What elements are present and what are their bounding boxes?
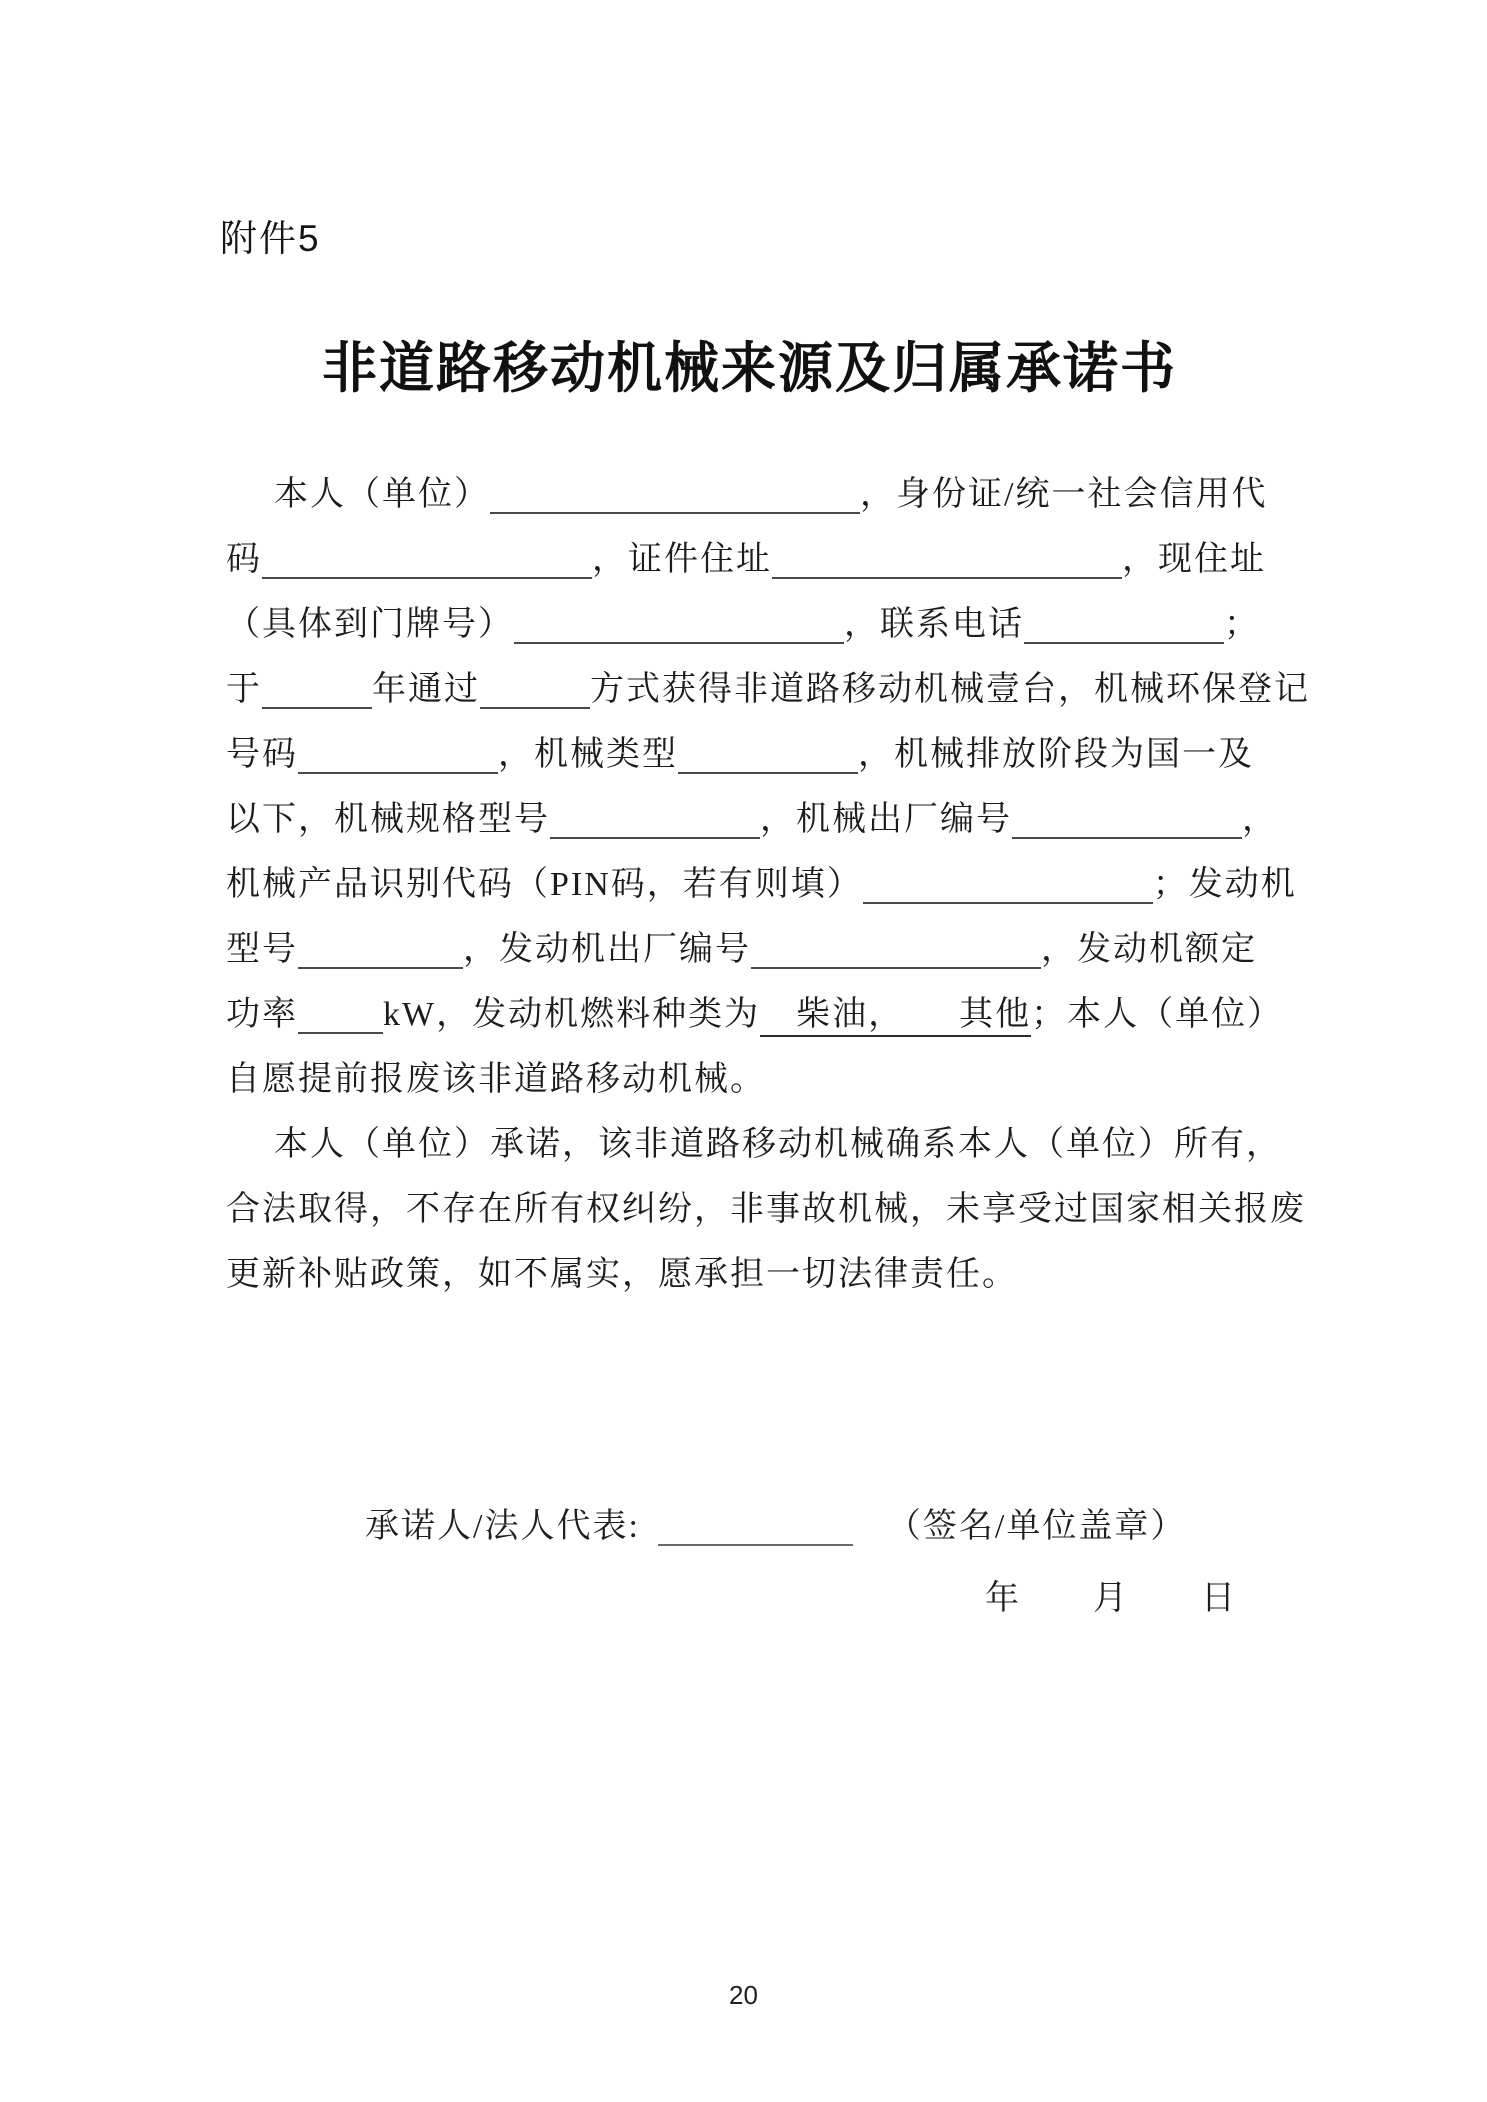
form-line [226, 1242, 1316, 1307]
text-segment: 功率 [226, 996, 298, 1033]
text-segment: ，机械排放阶段为国一及 [858, 736, 1254, 773]
form-line [226, 657, 1316, 722]
text-segment: kW，发动机燃料种类为 [383, 996, 761, 1033]
attachment-label: 附件5 [220, 218, 321, 259]
form-line [226, 852, 1316, 917]
blank-underline [772, 540, 1122, 579]
text-segment: 方式获得非道路移动机械壹台，机械环保登记 [590, 671, 1310, 708]
page-title: 非道路移动机械来源及归属承诺书 [322, 338, 1178, 399]
text-segment: ，联系电话 [844, 606, 1024, 643]
blank-underline [751, 930, 1041, 969]
blank-underline [262, 670, 372, 709]
signature-row [365, 1497, 1186, 1557]
form-line [226, 1047, 1316, 1112]
blank-underline [863, 865, 1153, 904]
form-line [226, 722, 1316, 787]
text-segment: 更新补贴政策，如不属实，愿承担一切法律责任。 [226, 1256, 1018, 1293]
blank-underline [1012, 800, 1242, 839]
blank-underline [480, 670, 590, 709]
text-segment: ；本人（单位） [1031, 996, 1284, 1033]
text-segment: ，身份证/统一社会信用代 [860, 476, 1268, 513]
text-segment: 合法取得，不存在所有权纠纷，非事故机械，未享受过国家相关报废 [226, 1191, 1306, 1228]
text-segment: 于 [226, 671, 262, 708]
text-segment: ，发动机出厂编号 [463, 931, 751, 968]
text-segment: 型号 [226, 931, 298, 968]
blank-underline [298, 735, 498, 774]
blank-underline [490, 475, 860, 514]
text-segment: ，机械类型 [498, 736, 678, 773]
blank-underline [298, 930, 463, 969]
blank-underline [550, 800, 760, 839]
form-line [226, 592, 1316, 657]
text-segment: 自愿提前报废该非道路移动机械。 [226, 1061, 766, 1098]
blank-underline [298, 995, 383, 1034]
text-segment: 年通过 [372, 671, 480, 708]
text-segment: ； [1224, 606, 1260, 643]
form-line [226, 1112, 1316, 1177]
text-segment: （具体到门牌号） [226, 606, 514, 643]
date-line: 年 月 日 [985, 1580, 1237, 1617]
text-segment: ，现住址 [1122, 541, 1266, 578]
text-segment: ，发动机额定 [1041, 931, 1257, 968]
form-line [226, 462, 1316, 527]
text-segment: ；发动机 [1152, 866, 1297, 903]
text-segment: 以下，机械规格型号 [226, 801, 550, 838]
blank-underline [262, 540, 592, 579]
form-line [226, 917, 1316, 982]
text-segment: ， [1242, 801, 1278, 838]
blank-underline [514, 605, 844, 644]
blank-underline [678, 735, 858, 774]
blank-underline [1024, 605, 1224, 644]
text-segment: ，证件住址 [592, 541, 772, 578]
underlined-text: 柴油， 其他 [760, 996, 1031, 1037]
signatory-label: 承诺人/法人代表: [365, 1508, 640, 1545]
page-number: 20 [729, 1980, 758, 2010]
form-line [226, 1177, 1316, 1242]
text-segment: ，机械出厂编号 [760, 801, 1012, 838]
seal-note: （签名/单位盖章） [886, 1508, 1187, 1545]
text-segment: 码 [226, 541, 262, 578]
text-segment: 本人（单位） [274, 476, 490, 513]
text-segment: 机械产品识别代码（PIN码，若有则填） [226, 866, 863, 903]
text-segment: 本人（单位）承诺，该非道路移动机械确系本人（单位）所有， [274, 1126, 1282, 1163]
form-body [226, 462, 1316, 1307]
signature-blank-underline [658, 1507, 853, 1546]
form-line [226, 787, 1316, 852]
form-line [226, 982, 1316, 1047]
text-segment: 号码 [226, 736, 298, 773]
form-line [226, 527, 1316, 592]
